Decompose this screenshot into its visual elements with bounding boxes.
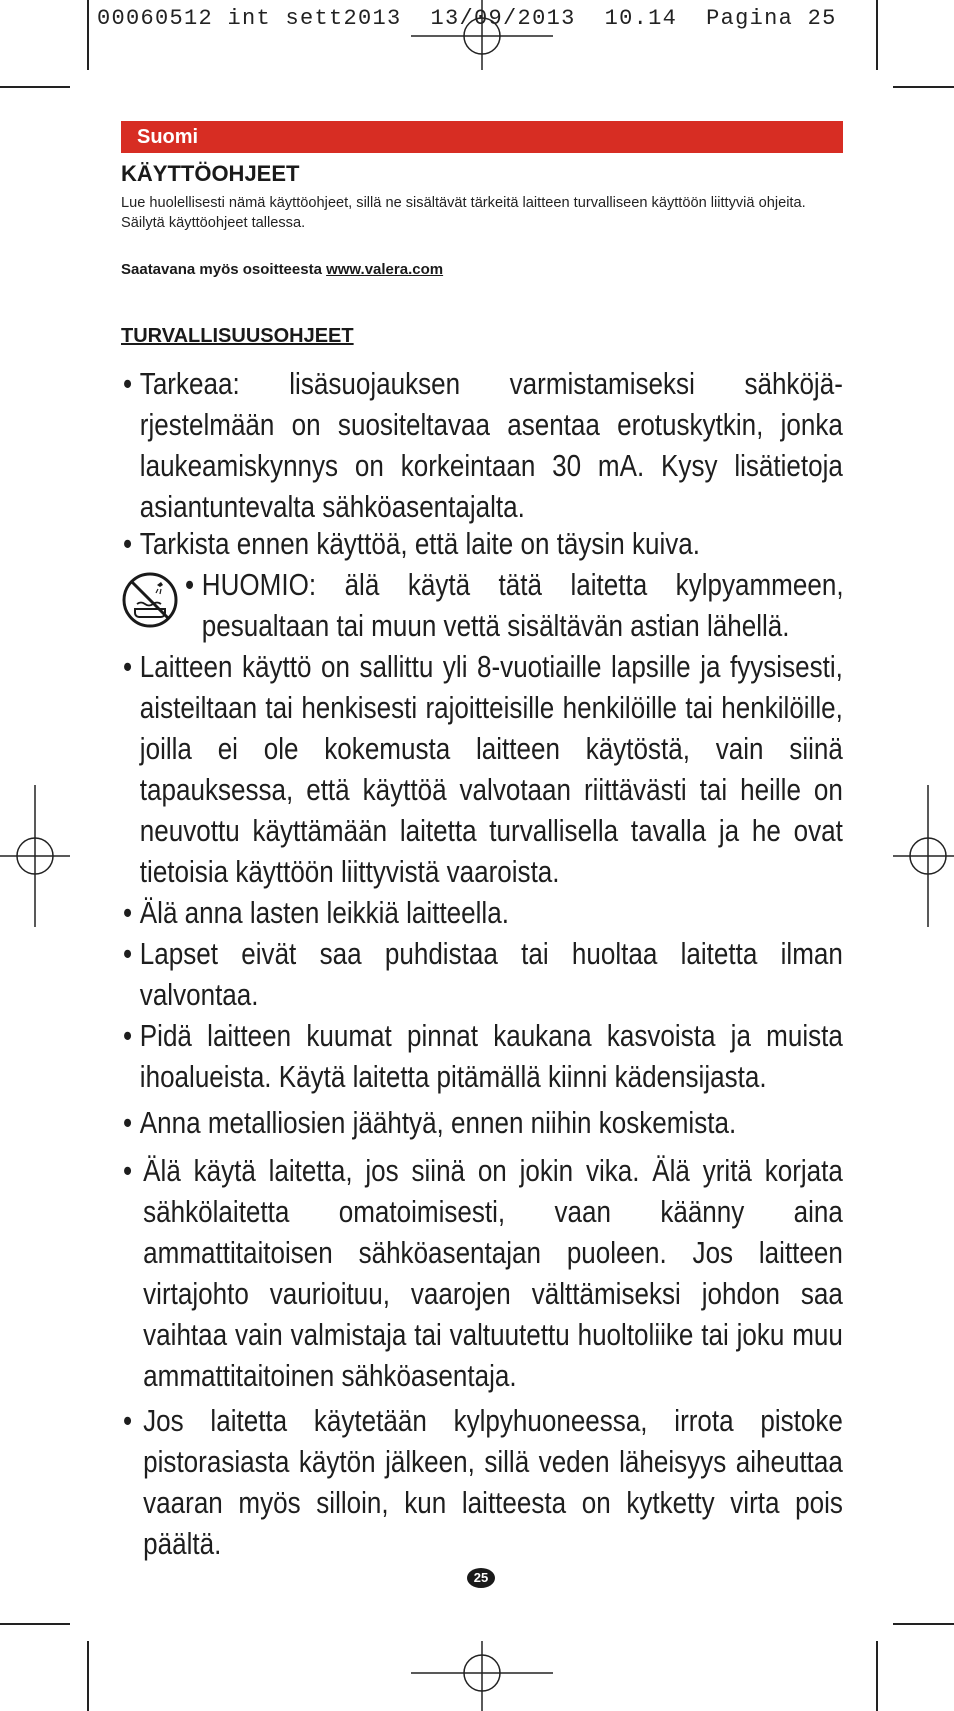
bullet: • (123, 1105, 133, 1140)
list-item (123, 933, 843, 1015)
bullet: • (123, 526, 133, 561)
bullet: • (123, 936, 133, 971)
bullet: • (123, 1153, 133, 1188)
bullet: • (123, 895, 133, 930)
bullet: • (185, 567, 195, 602)
item-text: Lapset eivät saa puhdistaa tai huoltaa laitetta ilman valvontaa. (139, 936, 843, 1012)
list-item (123, 1150, 843, 1396)
page-number: 25 (467, 1568, 495, 1588)
crop-mark (876, 0, 878, 70)
crop-mark (876, 1641, 878, 1711)
intro-line: Lue huolellisesti nämä käyttöohjeet, sillä ne sisältävät tärkeitä laitteen turvalliseen käyttöön liittyviä ohjeita. (121, 195, 806, 211)
bullet: • (123, 1018, 133, 1053)
list-item (185, 564, 844, 646)
crop-mark (893, 86, 954, 88)
page-title: KÄYTTÖOHJEET (121, 161, 300, 186)
registration-mark-icon (893, 785, 954, 927)
intro-line: Säilytä käyttöohjeet tallessa. (121, 215, 306, 231)
list-item (123, 363, 843, 527)
crop-mark (87, 1641, 89, 1711)
item-text: Jos laitetta käytetään kylpyhuoneessa, irrota pistoke pistorasiasta käytön jälkeen, sillä veden läheisyys aiheuttaa vaaran myös silloin, kun laitteesta on kytketty virta pois päältä. (143, 1403, 843, 1561)
availability-label: Saatavana myös osoitteesta (121, 261, 327, 278)
crop-mark (0, 86, 70, 88)
item-text: Tarkeaa: lisäsuojauksen varmistamiseksi sähköjä-rjestelmään on suositeltavaa asentaa erotuskytkin, jonka laukeamiskynnys on korkeintaan 30 mA. Kysy lisätietoja asiantuntevalta sähköasentajalta. (139, 366, 843, 524)
item-text: Tarkista ennen käyttöä, että laite on täysin kuiva. (139, 526, 700, 561)
item-text: Laitteen käyttö on sallittu yli 8-vuotiaille lapsille ja fyysisesti, aisteiltaan tai henkisesti rajoitteisille henkilöille tai henkilöille, joilla ei ole kokemusta laitteen käytöstä, vain siinä tapauksessa, että käyttöä valvotaan riittävästi tai heille on neuvottu käyttämään laitetta turvallisella tavalla ja he ovat tietoisia käyttöön liittyvistä vaaroista. (139, 649, 843, 889)
registration-mark-icon (411, 1641, 553, 1711)
language-bar: Suomi (121, 121, 843, 153)
list-item (123, 892, 843, 933)
item-text: Pidä laitteen kuumat pinnat kaukana kasvoista ja muista ihoalueista. Käytä laitetta pitämällä kiinni kädensijasta. (139, 1018, 843, 1094)
registration-mark-icon (411, 0, 553, 70)
bullet: • (123, 366, 133, 401)
item-text: Älä anna lasten leikkiä laitteella. (139, 895, 509, 930)
item-text: Älä käytä laitetta, jos siinä on jokin vika. Älä yritä korjata sähkölaitetta omatoimisesti, vaan käänny aina ammattitaitoisen sähköasentajan puoleen. Jos laitteen virtajohto vaurioituu, vaarojen välttämiseksi johdon saa vaihtaa vain valmistaja tai valtuutettu huoltoliike tai joku muu ammattitaitoinen sähköasentaja. (143, 1153, 843, 1393)
item-text: HUOMIO: älä käytä tätä laitetta kylpyammeen, pesualtaan tai muun vettä sisältävän astian lähellä. (201, 567, 844, 643)
list-item (123, 1102, 843, 1143)
crop-mark (0, 1623, 70, 1625)
item-text: Anna metalliosien jäähtyä, ennen niihin koskemista. (139, 1105, 737, 1140)
crop-mark (893, 1623, 954, 1625)
availability-note (121, 261, 443, 278)
list-item (123, 523, 843, 564)
intro-text (121, 193, 843, 233)
no-water-bath-icon (121, 571, 179, 629)
section-title: TURVALLISUUSOHJEET (121, 325, 354, 347)
print-slug: 00060512 int sett2013 13/09/2013 10.14 Pagina 25 (97, 6, 837, 31)
list-item (123, 646, 843, 892)
website-link[interactable]: www.valera.com (326, 261, 444, 278)
bullet: • (123, 649, 133, 684)
crop-mark (87, 0, 89, 70)
registration-mark-icon (0, 785, 70, 927)
list-item (123, 1015, 843, 1097)
list-item (123, 1400, 843, 1564)
bullet: • (123, 1403, 133, 1438)
